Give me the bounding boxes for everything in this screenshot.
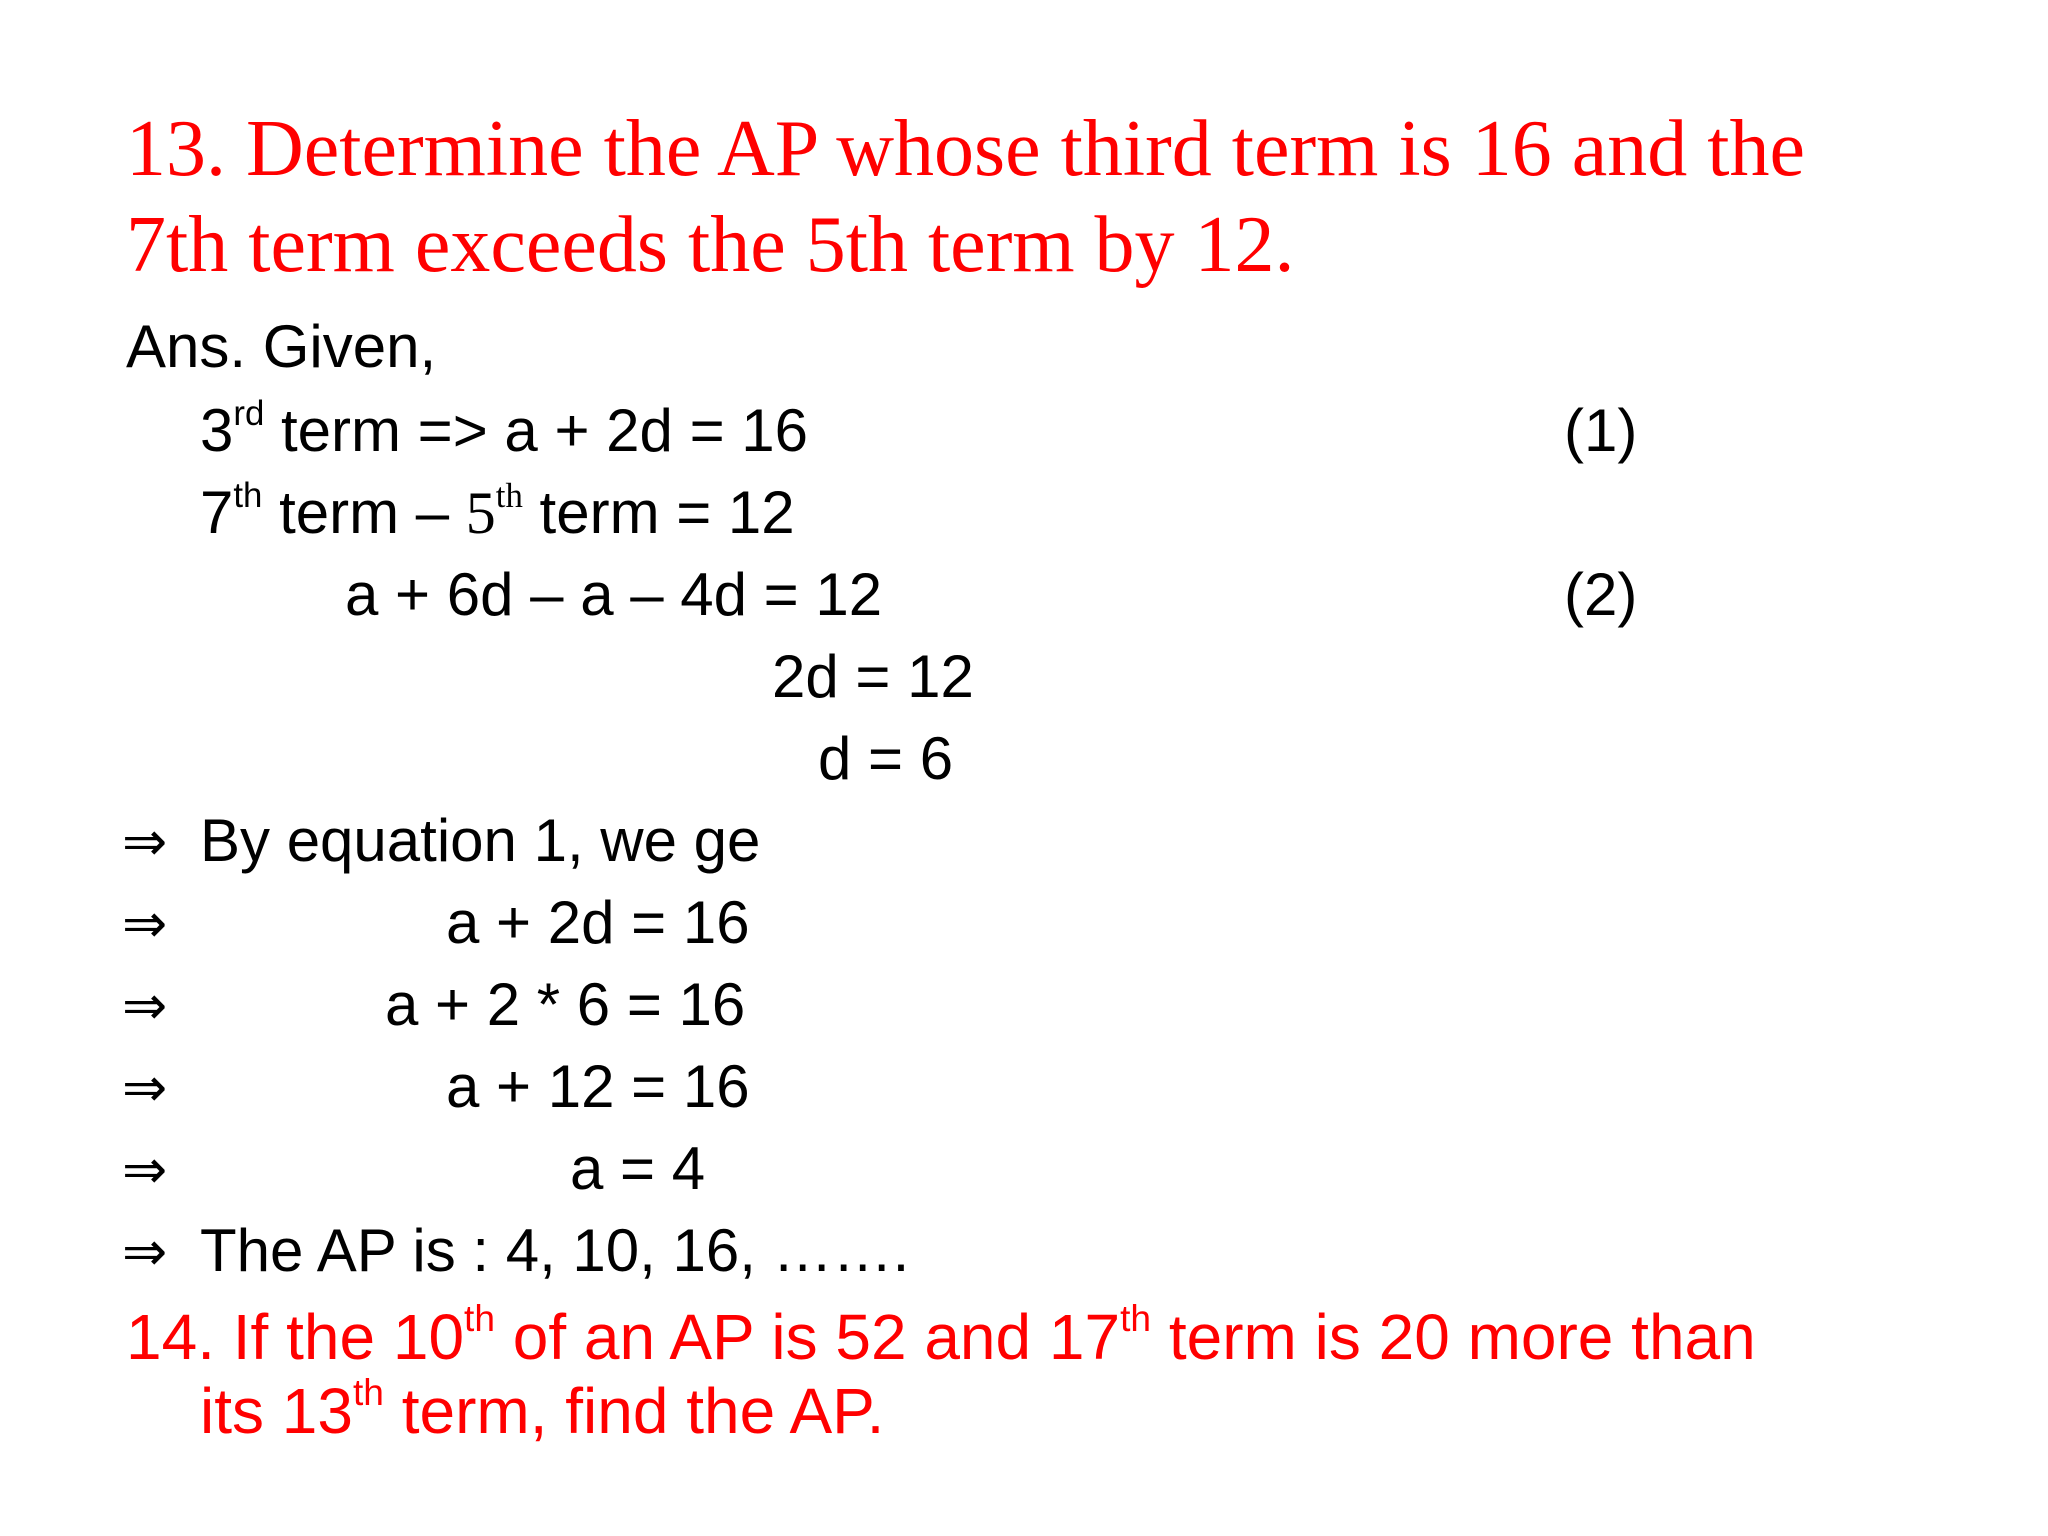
step-1: By equation 1, we ge	[200, 807, 761, 874]
question-13-line-1: 13. Determine the AP whose third term is 16 and the	[126, 105, 1805, 193]
equation-2-mid: term –	[262, 479, 466, 546]
question-14-line-2	[200, 1371, 885, 1448]
equation-1-ordinal: 3	[200, 397, 234, 464]
question-14-part-2: of an AP is 52 and 17	[494, 1301, 1121, 1373]
step-4: a + 12 = 16	[446, 1053, 750, 1120]
equation-2	[200, 475, 795, 548]
question-14-part-5: term, find the AP.	[383, 1375, 885, 1447]
implies-icon: ⇒	[122, 1056, 168, 1119]
step-5: a = 4	[570, 1135, 706, 1202]
question-14-suffix-3: th	[352, 1371, 384, 1414]
question-13-line-2: 7th term exceeds the 5th term by 12.	[126, 201, 1295, 289]
equation-2-suffix-a: th	[233, 475, 263, 515]
question-14-suffix-2: th	[1120, 1297, 1152, 1340]
implies-icon: ⇒	[122, 892, 168, 955]
implies-icon: ⇒	[122, 974, 168, 1037]
equation-2-term-a: 7	[200, 479, 234, 546]
equation-5: d = 6	[818, 725, 954, 792]
equation-2-suffix-b: th	[495, 475, 523, 515]
step-2: a + 2d = 16	[446, 889, 750, 956]
implies-icon: ⇒	[122, 810, 168, 873]
question-14-line-1	[126, 1297, 1756, 1374]
equation-1	[200, 393, 809, 465]
equation-2-rest: term = 12	[522, 479, 795, 546]
question-14-part-3: term is 20 more than	[1151, 1301, 1756, 1373]
answer-intro: Ans. Given,	[126, 313, 437, 380]
implies-icon: ⇒	[122, 1138, 168, 1201]
equation-1-suffix: rd	[233, 393, 265, 433]
equation-3-tag: (2)	[1564, 561, 1638, 628]
step-3: a + 2 * 6 = 16	[385, 971, 746, 1038]
equation-2-term-b: 5	[465, 480, 496, 546]
implies-icon: ⇒	[122, 1220, 168, 1283]
question-14-part-1: 14. If the 10	[126, 1301, 465, 1373]
question-14-part-4: its 13	[200, 1375, 353, 1447]
equation-3: a + 6d – a – 4d = 12	[345, 561, 883, 628]
question-14-suffix-1: th	[464, 1297, 495, 1340]
equation-1-tag: (1)	[1564, 397, 1638, 464]
equation-1-rest: term => a + 2d = 16	[264, 397, 809, 464]
equation-4: 2d = 12	[772, 643, 974, 710]
conclusion: The AP is : 4, 10, 16, …….	[200, 1217, 910, 1284]
